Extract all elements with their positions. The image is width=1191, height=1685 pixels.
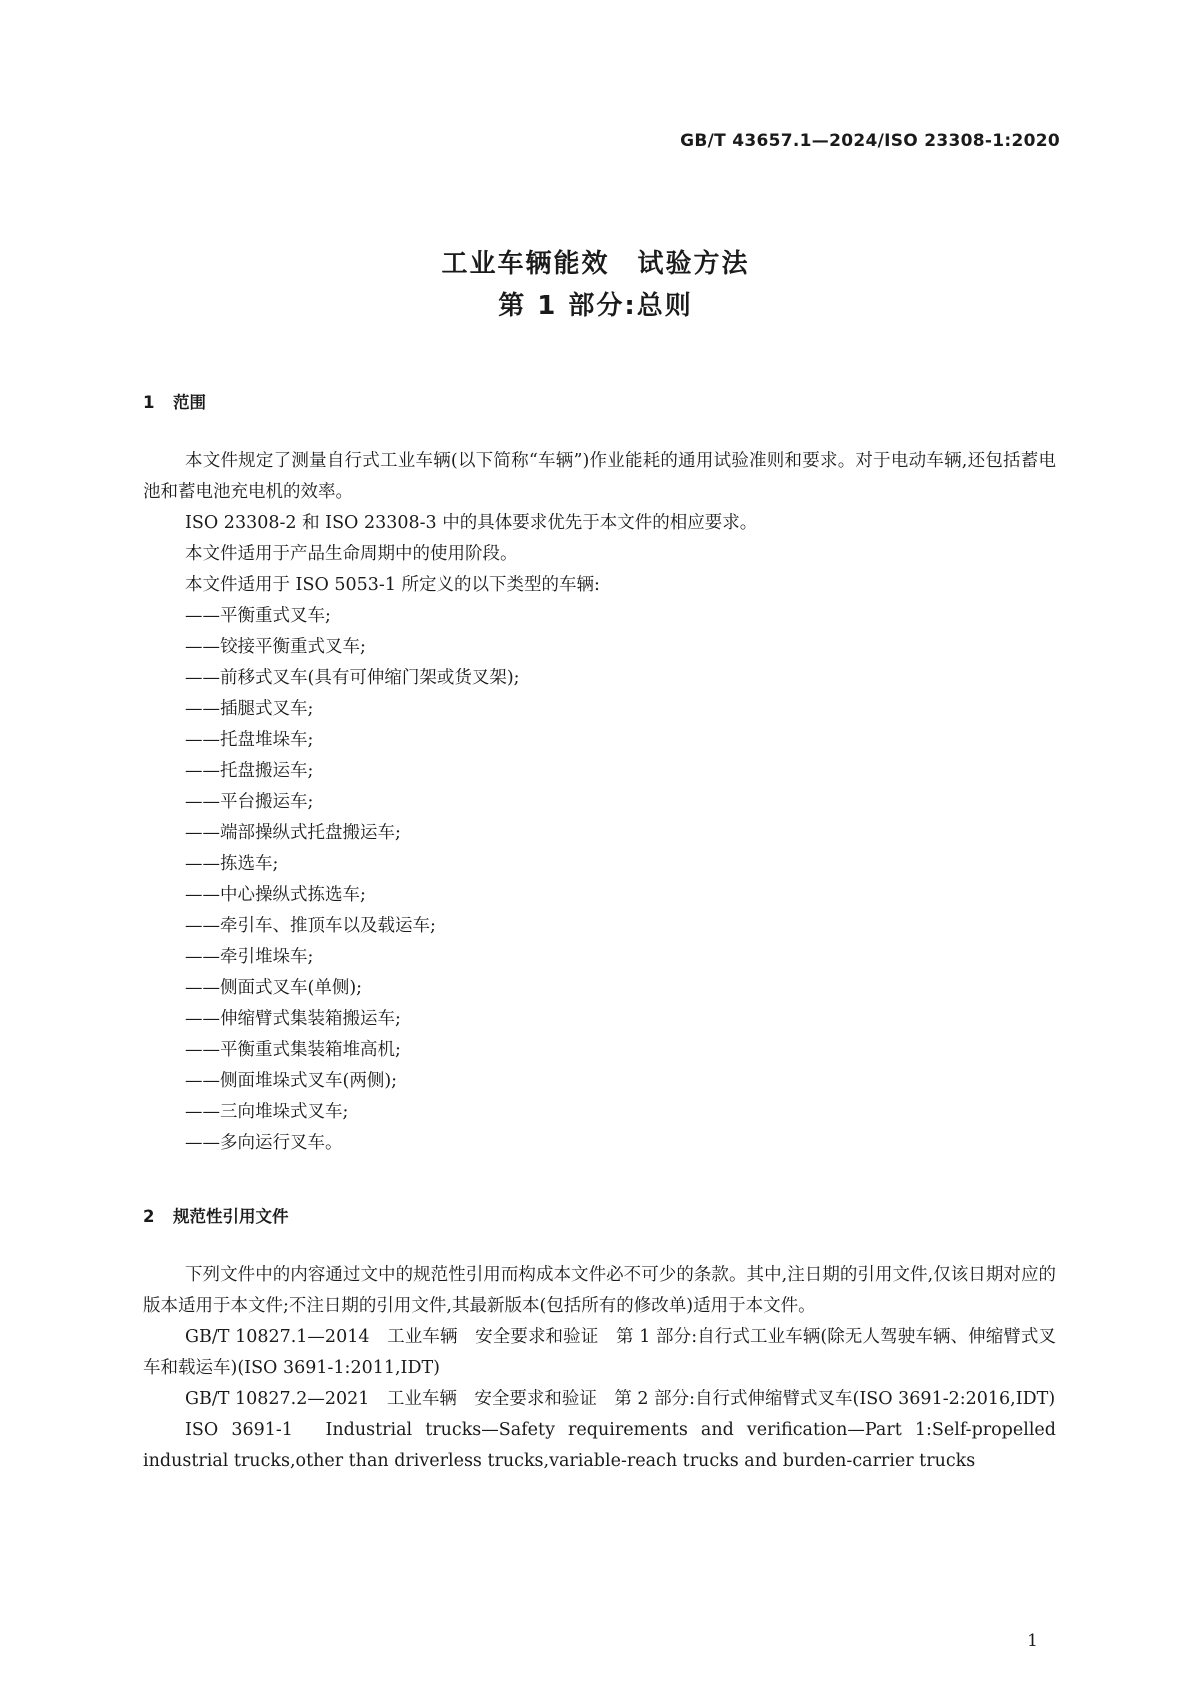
list-item: ——牵引堆垛车; <box>185 947 314 967</box>
standard-code: GB/T 43657.1—2024/ISO 23308-1:2020 <box>680 131 1060 151</box>
section-number: 1 <box>143 393 155 412</box>
reference-entry: GB/T 10827.2—2021 工业车辆 安全要求和验证 第 2 部分:自行式伸缩臂式叉车(ISO 3691-2:2016,IDT) <box>185 1389 1056 1409</box>
list-item: ——铰接平衡重式叉车; <box>185 637 366 657</box>
list-item: ——拣选车; <box>185 854 279 874</box>
list-item: ——插腿式叉车; <box>185 699 314 719</box>
section-heading-normative-references <box>143 1203 289 1227</box>
paragraph: 下列文件中的内容通过文中的规范性引用而构成本文件必不可少的条款。其中,注日期的引用文件,仅该日期对应的版本适用于本文件;不注日期的引用文件,其最新版本(包括所有的修改单)适用于本文件。 <box>143 1265 1056 1316</box>
paragraph: ISO 23308-2 和 ISO 23308-3 中的具体要求优先于本文件的相应要求。 <box>185 513 758 533</box>
paragraph: 本文件适用于产品生命周期中的使用阶段。 <box>185 544 518 564</box>
document-subtitle: 第 1 部分:总则 <box>498 291 693 321</box>
list-item: ——多向运行叉车。 <box>185 1133 343 1153</box>
page-number: 1 <box>1027 1631 1038 1651</box>
list-item: ——伸缩臂式集装箱搬运车; <box>185 1009 401 1029</box>
references-body <box>143 1260 1056 1477</box>
list-item: ——托盘堆垛车; <box>185 730 314 750</box>
list-item: ——前移式叉车(具有可伸缩门架或货叉架); <box>185 668 520 688</box>
list-item: ——侧面式叉车(单侧); <box>185 978 363 998</box>
list-item: ——侧面堆垛式叉车(两侧); <box>185 1071 398 1091</box>
list-item: ——中心操纵式拣选车; <box>185 885 366 905</box>
section-title: 规范性引用文件 <box>173 1207 289 1226</box>
paragraph: 本文件适用于 ISO 5053-1 所定义的以下类型的车辆: <box>185 575 600 595</box>
reference-entry: GB/T 10827.1—2014 工业车辆 安全要求和验证 第 1 部分:自行式工业车辆(除无人驾驶车辆、伸缩臂式叉车和载运车)(ISO 3691-1:2011,IDT) <box>143 1327 1056 1378</box>
document-title: 工业车辆能效 试验方法 <box>441 249 750 279</box>
section-number: 2 <box>143 1207 155 1226</box>
section-title: 范围 <box>173 393 206 412</box>
paragraph: 本文件规定了测量自行式工业车辆(以下简称“车辆”)作业能耗的通用试验准则和要求。对于电动车辆,还包括蓄电池和蓄电池充电机的效率。 <box>143 451 1056 502</box>
section-heading-scope <box>143 389 206 413</box>
list-item: ——牵引车、推顶车以及载运车; <box>185 916 436 936</box>
list-item: ——托盘搬运车; <box>185 761 314 781</box>
list-item: ——平衡重式叉车; <box>185 606 331 626</box>
scope-body <box>143 446 1056 1159</box>
list-item: ——平衡重式集装箱堆高机; <box>185 1040 401 1060</box>
list-item: ——端部操纵式托盘搬运车; <box>185 823 401 843</box>
list-item: ——平台搬运车; <box>185 792 314 812</box>
vehicle-type-list <box>143 601 1056 1159</box>
list-item: ——三向堆垛式叉车; <box>185 1102 349 1122</box>
reference-entry: ISO 3691-1 Industrial trucks—Safety requirements and verification—Part 1:Self-propelled industrial trucks,other than driverless trucks,variable-reach trucks and burden-carrier trucks <box>143 1420 1056 1471</box>
